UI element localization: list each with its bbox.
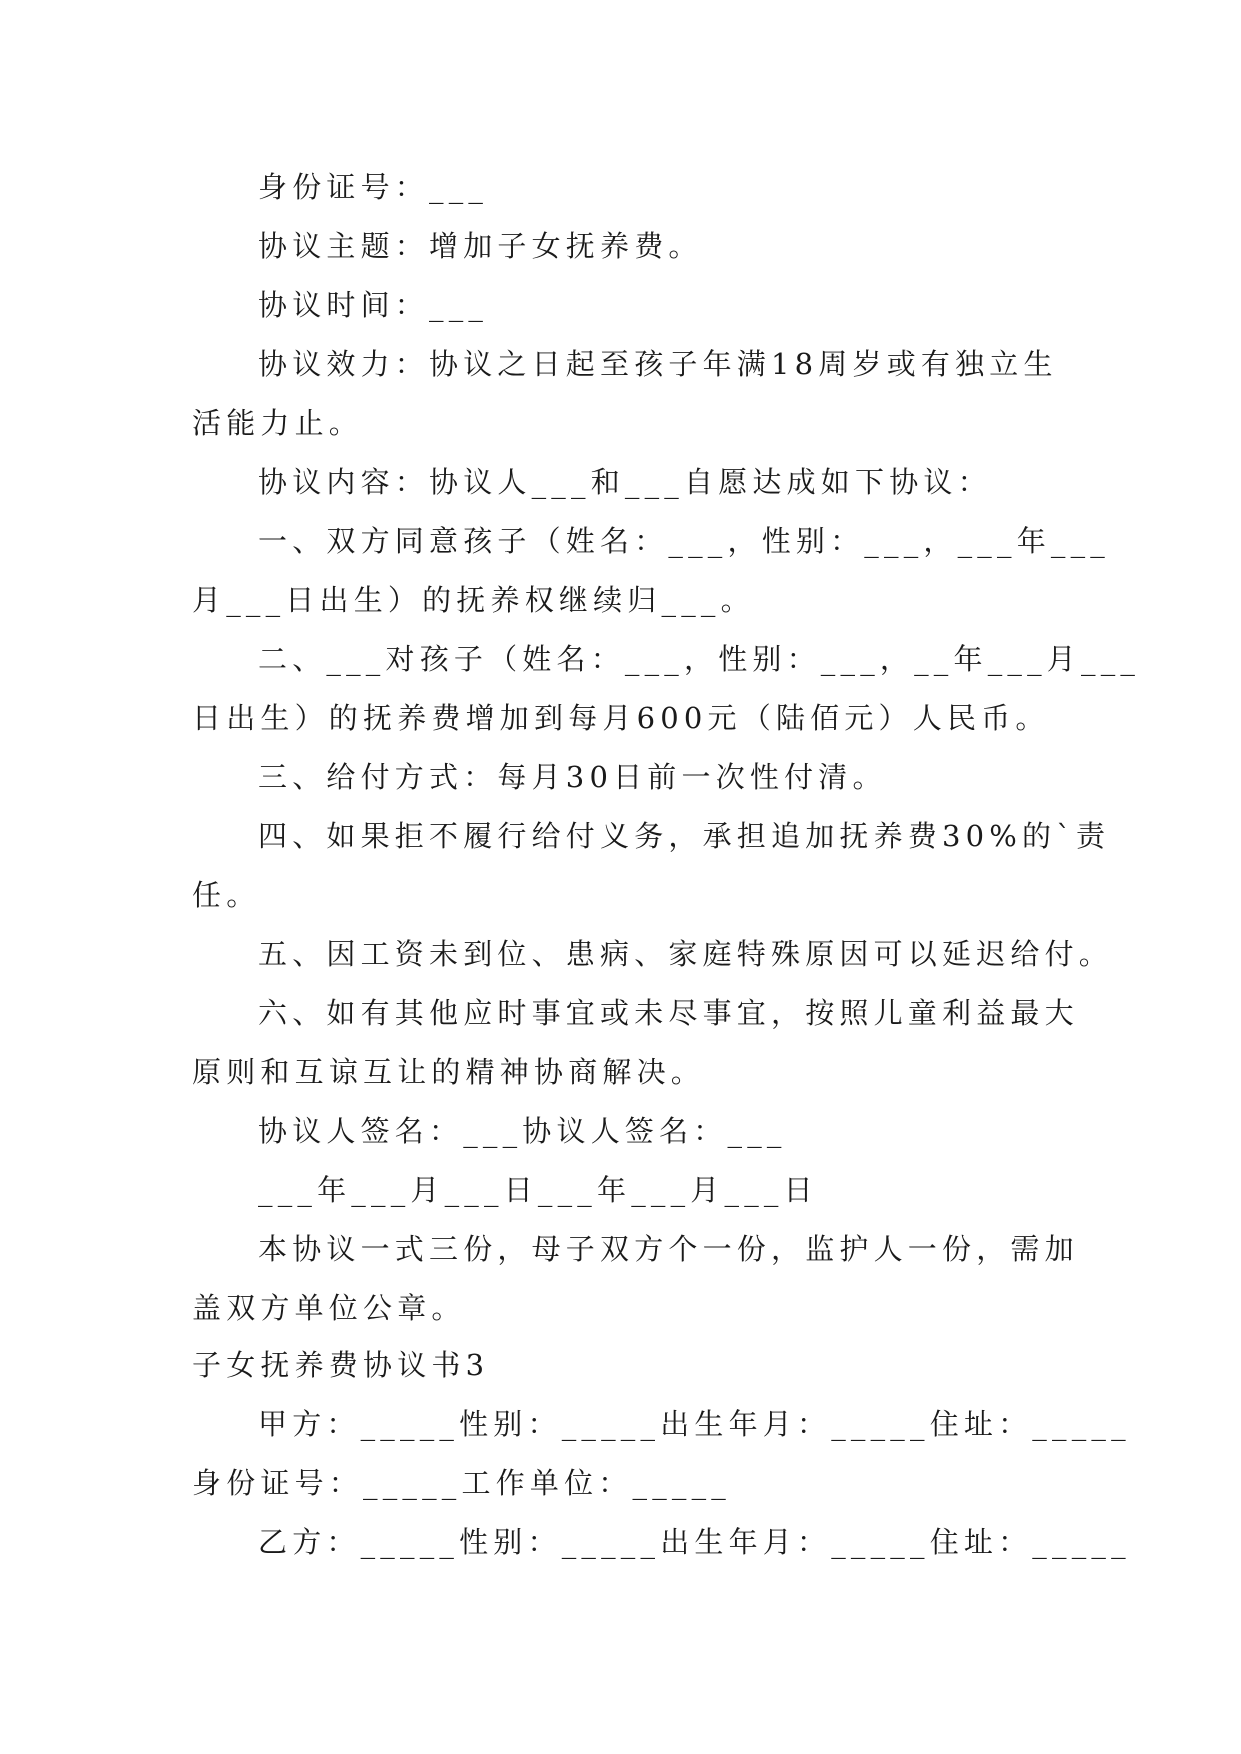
id-number-line: 身份证号：___ — [258, 170, 489, 204]
date-line: ___年___月___日___年___月___日 — [258, 1173, 818, 1207]
agreement-validity-line: 协议效力：协议之日起至孩子年满18周岁或有独立生 — [258, 347, 1058, 381]
signature-line: 协议人签名：___协议人签名：___ — [258, 1114, 787, 1148]
agreement-validity-line-cont: 活能力止。 — [192, 406, 364, 440]
section-title: 子女抚养费协议书3 — [192, 1348, 490, 1382]
clause-6-line-cont: 原则和互谅互让的精神协商解决。 — [192, 1055, 706, 1089]
clause-1-line: 一、双方同意孩子（姓名：___，性别：___，___年___ — [258, 524, 1111, 558]
copies-line-cont: 盖双方单位公章。 — [192, 1291, 466, 1325]
clause-6-line: 六、如有其他应时事宜或未尽事宜，按照儿童利益最大 — [258, 996, 1079, 1030]
clause-2-line-cont: 日出生）的抚养费增加到每月600元（陆佰元）人民币。 — [192, 701, 1050, 735]
party-a-line-cont: 身份证号：_____工作单位：_____ — [192, 1466, 732, 1500]
clause-2-line: 二、___对孩子（姓名：___，性别：___，__年___月___ — [258, 642, 1141, 676]
agreement-content-line: 协议内容：协议人___和___自愿达成如下协议： — [258, 465, 992, 499]
clause-4-line: 四、如果拒不履行给付义务，承担追加抚养费30%的`责 — [258, 819, 1111, 853]
party-a-line: 甲方：_____性别：_____出生年月：_____住址：_____ — [258, 1407, 1131, 1441]
agreement-time-line: 协议时间：___ — [258, 288, 489, 322]
clause-4-line-cont: 任。 — [192, 878, 261, 912]
party-b-line: 乙方：_____性别：_____出生年月：_____住址：_____ — [258, 1525, 1131, 1559]
clause-1-line-cont: 月___日出生）的抚养权继续归___。 — [192, 583, 755, 617]
agreement-subject-line: 协议主题：增加子女抚养费。 — [258, 229, 703, 263]
clause-3-line: 三、给付方式：每月30日前一次性付清。 — [258, 760, 887, 794]
copies-line: 本协议一式三份，母子双方个一份，监护人一份，需加 — [258, 1232, 1079, 1266]
clause-5-line: 五、因工资未到位、患病、家庭特殊原因可以延迟给付。 — [258, 937, 1114, 971]
